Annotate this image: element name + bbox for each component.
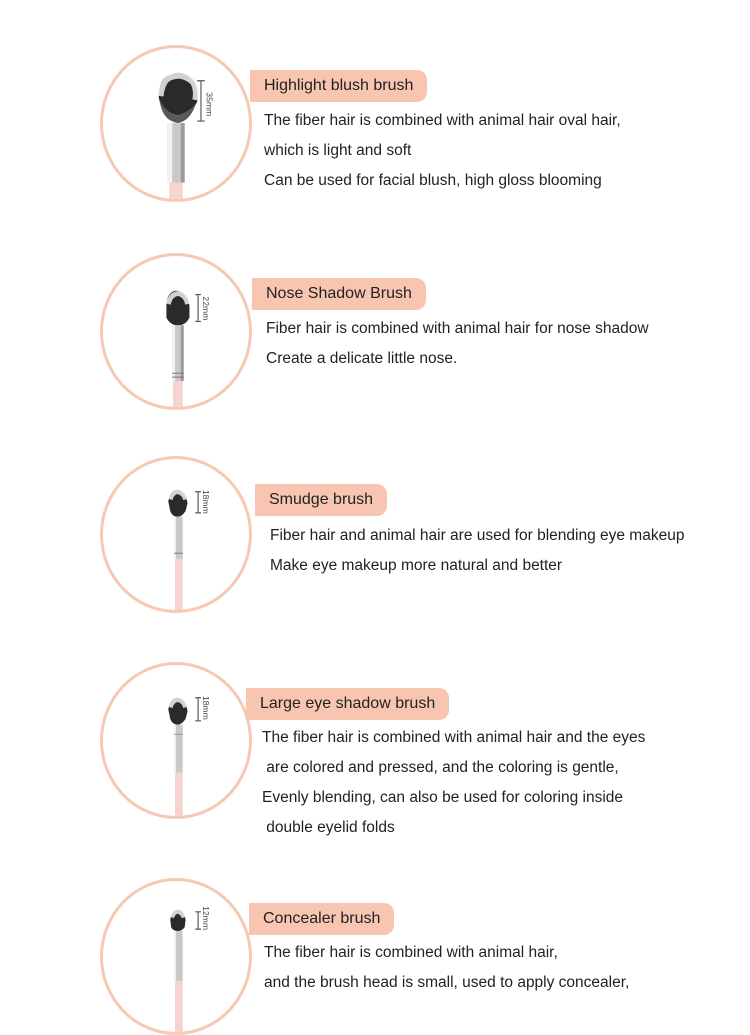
brush-title-pill: Concealer brush xyxy=(249,903,394,935)
brush-item-nose-shadow xyxy=(0,253,750,423)
brush-photo-circle xyxy=(100,662,252,819)
brush-desc-line: The fiber hair is combined with animal hair, xyxy=(264,944,558,961)
brush-desc-line: Evenly blending, can also be used for coloring inside xyxy=(262,789,624,806)
brush-item-highlight-blush xyxy=(0,45,750,215)
brush-desc-line: Make eye makeup more natural and better xyxy=(270,557,563,574)
brush-desc-line: are colored and pressed, and the coloring is gentle, xyxy=(262,759,619,776)
brush-desc-line: double eyelid folds xyxy=(262,819,395,836)
brush-item-smudge xyxy=(0,456,750,626)
brush-item-concealer xyxy=(0,878,750,1000)
brush-title-pill: Smudge brush xyxy=(255,484,387,516)
brush-desc-line: Fiber hair is combined with animal hair for nose shadow xyxy=(266,320,649,337)
brush-desc-line: and the brush head is small, used to apply concealer, xyxy=(264,974,630,991)
brush-desc-line: Fiber hair and animal hair are used for blending eye makeup xyxy=(270,527,685,544)
brush-title-pill: Nose Shadow Brush xyxy=(252,278,426,310)
brush-desc-line: The fiber hair is combined with animal hair and the eyes xyxy=(262,729,646,746)
brush-photo-circle xyxy=(100,456,252,613)
brush-photo-circle xyxy=(100,878,252,1035)
brush-desc-line: Create a delicate little nose. xyxy=(266,350,458,367)
brush-photo-circle xyxy=(100,45,252,202)
brush-desc-line: The fiber hair is combined with animal hair oval hair, xyxy=(264,112,621,129)
size-label: 18mm xyxy=(200,489,211,514)
brush-desc-line: Can be used for facial blush, high gloss blooming xyxy=(264,172,602,189)
brush-photo-icon xyxy=(103,48,249,199)
brush-title-pill: Large eye shadow brush xyxy=(246,688,449,720)
size-label: 18mm xyxy=(200,695,211,720)
brush-title-pill: Highlight blush brush xyxy=(250,70,427,102)
size-label: 35mm xyxy=(204,92,215,117)
brush-photo-icon xyxy=(103,881,249,1032)
brush-photo-icon xyxy=(103,665,249,816)
size-label: 22mm xyxy=(200,296,211,321)
brush-photo-icon xyxy=(103,256,249,407)
brush-desc-line: which is light and soft xyxy=(264,142,412,159)
brush-photo-circle xyxy=(100,253,252,410)
brush-photo-icon xyxy=(103,459,249,610)
size-label: 12mm xyxy=(200,906,211,931)
brush-item-large-eye-shadow xyxy=(0,662,750,852)
